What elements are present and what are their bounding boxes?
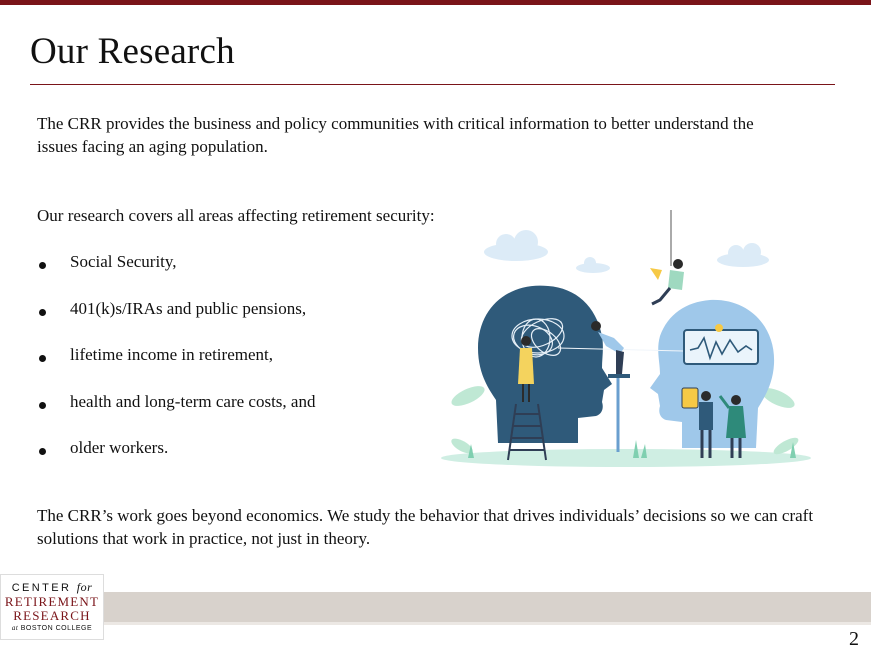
title-divider [30,84,835,85]
list-item: lifetime income in retirement, [37,343,315,390]
closing-paragraph: The CRR’s work goes beyond economics. We study the behavior that drives individuals’ decisions so we can craft solutions that work in practice, not just in theory. [37,506,814,548]
research-areas-list [37,250,315,483]
bullet-icon [39,448,46,455]
bullet-icon [39,402,46,409]
footer-shadow [104,622,871,625]
list-item: 401(k)s/IRAs and public pensions, [37,297,315,344]
footer-band [104,592,871,622]
crr-logo: CENTER for RETIREMENT RESEARCH at BOSTON COLLEGE [0,574,104,640]
two-heads-thinking-illustration [438,208,813,473]
list-item: older workers. [37,436,315,483]
slide-title: Our Research [30,31,235,72]
page-number: 2 [849,628,859,650]
covers-heading: Our research covers all areas affecting retirement security: [37,206,435,225]
list-item: Social Security, [37,250,315,297]
bullet-icon [39,309,46,316]
top-accent-bar [0,0,871,5]
bullet-icon [39,262,46,269]
intro-paragraph: The CRR provides the business and policy communities with critical information to better understand the issues facing an aging population. [37,114,754,156]
bullet-icon [39,355,46,362]
list-item: health and long-term care costs, and [37,390,315,437]
